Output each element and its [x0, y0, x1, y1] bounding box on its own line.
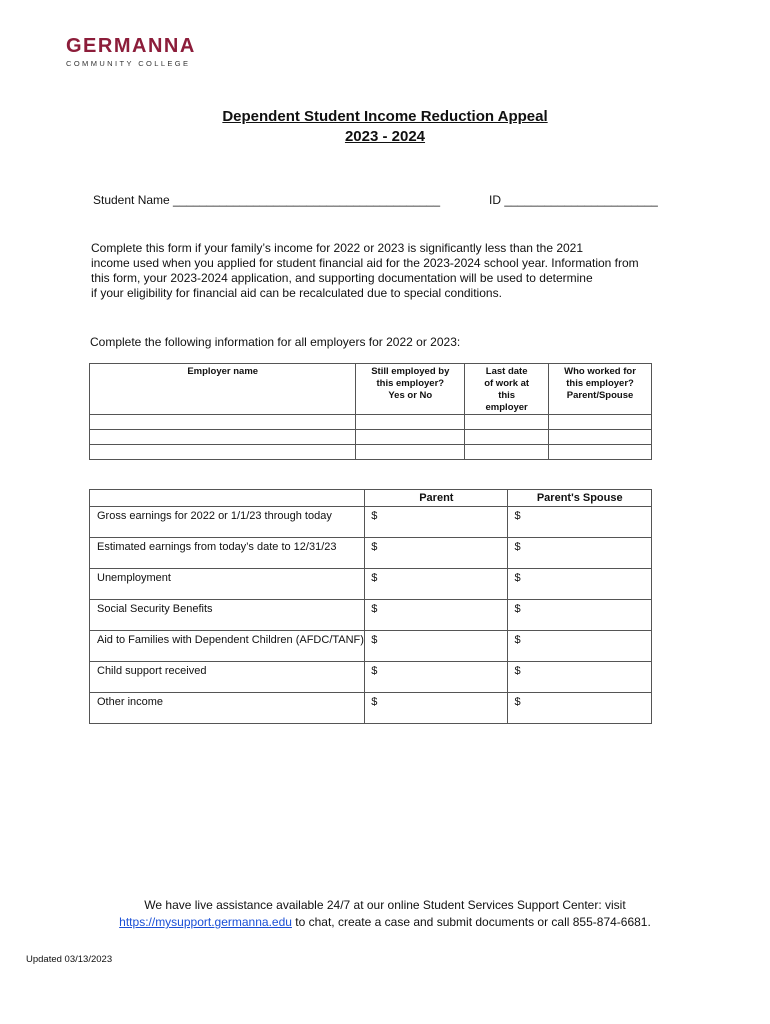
table-row — [90, 600, 652, 631]
footer-line-2 — [0, 914, 770, 931]
intro-line: this form, your 2023-2024 application, and supporting documentation will be used to determine — [91, 271, 593, 285]
table-row — [90, 507, 652, 538]
last-date-cell[interactable] — [465, 430, 549, 445]
still-employed-cell[interactable] — [356, 445, 465, 460]
income-label: Gross earnings for 2022 or 1/1/23 through today — [90, 507, 365, 538]
student-name-field[interactable]: Student Name ________________________________________ — [93, 193, 440, 207]
updated-date: Updated 03/13/2023 — [26, 954, 113, 965]
table-row — [90, 415, 652, 430]
last-date-cell[interactable] — [465, 415, 549, 430]
spouse-amount-cell[interactable]: $ — [508, 631, 652, 662]
table-row — [90, 445, 652, 460]
parent-amount-cell[interactable]: $ — [365, 693, 508, 724]
parent-amount-cell[interactable]: $ — [365, 507, 508, 538]
who-worked-header: Who worked for this employer? Parent/Spouse — [549, 364, 652, 415]
table-row — [90, 662, 652, 693]
spouse-amount-cell[interactable]: $ — [508, 538, 652, 569]
intro-paragraph — [91, 241, 691, 301]
employer-table-header — [90, 364, 652, 415]
employer-name-cell[interactable] — [90, 430, 356, 445]
table-row — [90, 631, 652, 662]
logo-subtitle: COMMUNITY COLLEGE — [66, 59, 191, 68]
income-table-header — [90, 490, 652, 507]
footer-line-1: We have live assistance available 24/7 at our online Student Services Support Center: visit — [144, 898, 626, 912]
spouse-amount-cell[interactable]: $ — [508, 507, 652, 538]
spouse-amount-cell[interactable]: $ — [508, 693, 652, 724]
spouse-amount-cell[interactable]: $ — [508, 600, 652, 631]
who-worked-cell[interactable] — [549, 430, 652, 445]
income-label: Child support received — [90, 662, 365, 693]
intro-line: if your eligibility for financial aid can be recalculated due to special conditions. — [91, 286, 502, 300]
table-row — [90, 430, 652, 445]
last-date-cell[interactable] — [465, 445, 549, 460]
employer-table — [89, 363, 652, 460]
income-table — [89, 489, 652, 724]
employers-prompt: Complete the following information for all employers for 2022 or 2023: — [90, 335, 461, 349]
support-link[interactable]: https://mysupport.germanna.edu — [119, 915, 292, 929]
income-label-header — [90, 490, 365, 507]
employer-name-cell[interactable] — [90, 415, 356, 430]
logo-name: GERMANNA — [66, 35, 196, 57]
parent-amount-cell[interactable]: $ — [365, 662, 508, 693]
income-label: Unemployment — [90, 569, 365, 600]
form-year: 2023 - 2024 — [344, 128, 426, 145]
parent-amount-cell[interactable]: $ — [365, 538, 508, 569]
parent-amount-cell[interactable]: $ — [365, 631, 508, 662]
still-employed-header: Still employed by this employer? Yes or No — [356, 364, 465, 415]
table-row — [90, 538, 652, 569]
footer-line-2-text: to chat, create a case and submit documents or call 855-874-6681. — [291, 915, 651, 929]
spouse-header: Parent's Spouse — [508, 490, 652, 507]
parent-header: Parent — [365, 490, 508, 507]
spouse-amount-cell[interactable]: $ — [508, 662, 652, 693]
who-worked-cell[interactable] — [549, 415, 652, 430]
spouse-amount-cell[interactable]: $ — [508, 569, 652, 600]
germanna-logo — [66, 36, 196, 68]
income-label: Aid to Families with Dependent Children (AFDC/TANF) — [90, 631, 365, 662]
parent-amount-cell[interactable]: $ — [365, 600, 508, 631]
still-employed-cell[interactable] — [356, 430, 465, 445]
intro-line: Complete this form if your family’s income for 2022 or 2023 is significantly less than the 2021 — [91, 241, 584, 255]
parent-amount-cell[interactable]: $ — [365, 569, 508, 600]
still-employed-cell[interactable] — [356, 415, 465, 430]
table-row — [90, 693, 652, 724]
income-label: Social Security Benefits — [90, 600, 365, 631]
student-id-field[interactable]: ID _______________________ — [489, 193, 658, 207]
form-title: Dependent Student Income Reduction Appeal — [222, 108, 548, 125]
employer-name-cell[interactable] — [90, 445, 356, 460]
support-footer — [0, 897, 770, 931]
table-row — [90, 569, 652, 600]
income-label: Other income — [90, 693, 365, 724]
last-date-header: Last date of work at this employer — [465, 364, 549, 415]
intro-line: income used when you applied for student financial aid for the 2023-2024 school year. Information from — [91, 256, 639, 270]
employer-name-header: Employer name — [90, 364, 356, 415]
who-worked-cell[interactable] — [549, 445, 652, 460]
income-label: Estimated earnings from today’s date to 12/31/23 — [90, 538, 365, 569]
